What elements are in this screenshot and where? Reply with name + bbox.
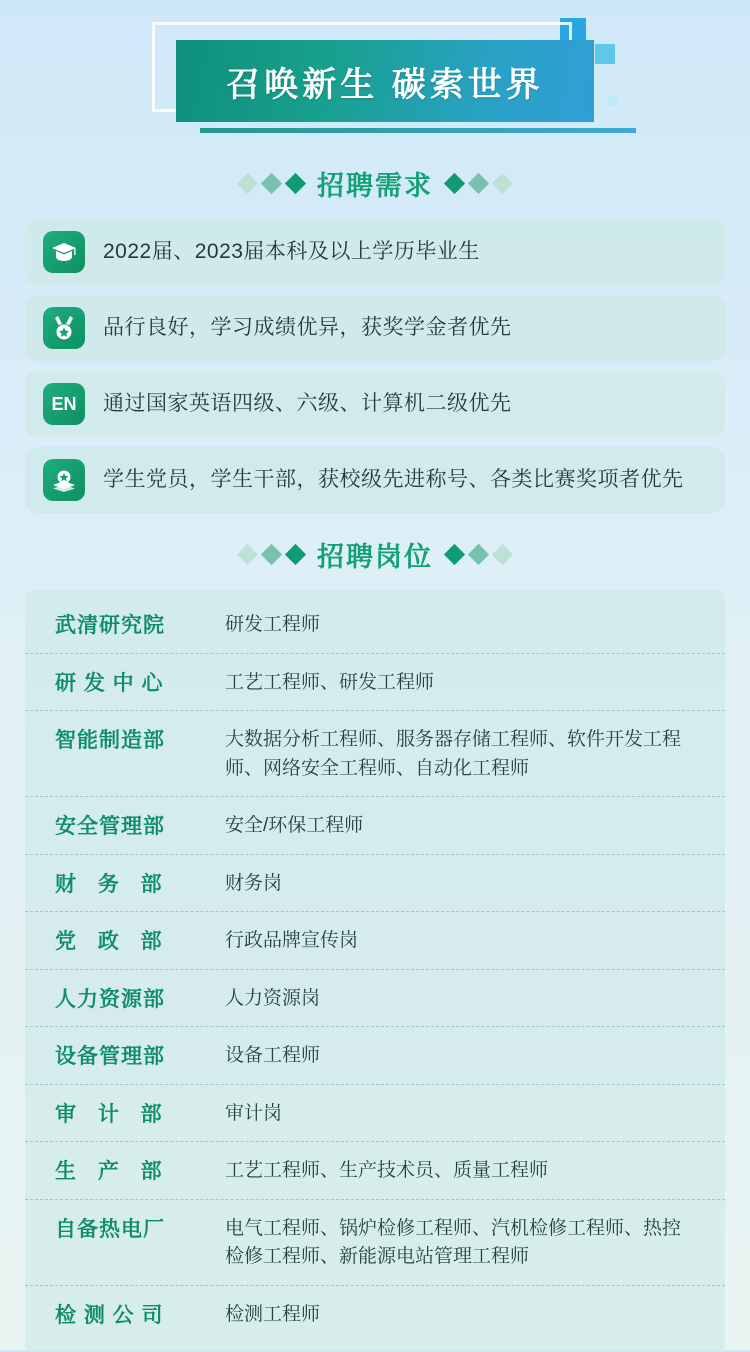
decor-square-icon [608, 96, 618, 106]
department-name: 审 计 部 [55, 1102, 170, 1126]
position-list: 工艺工程师、研发工程师 [225, 671, 435, 693]
department-name: 人力资源部 [55, 987, 165, 1011]
table-row [25, 912, 725, 970]
position-list: 研发工程师 [225, 614, 321, 635]
award-book-icon [43, 459, 85, 501]
requirements-section-header [0, 164, 750, 203]
table-row [25, 855, 725, 913]
english-badge-label: EN [51, 393, 77, 414]
position-list: 大数据分析工程师、服务器存储工程师、软件开发工程师、网络安全工程师、自动化工程师 [225, 729, 682, 779]
table-row [25, 654, 725, 712]
position-list: 行政品牌宣传岗 [225, 930, 359, 951]
department-name: 检 测 公 司 [55, 1303, 164, 1327]
diamond-group-left-icon [240, 547, 303, 562]
positions-table [25, 590, 725, 1352]
graduation-cap-icon [43, 231, 85, 273]
department-name: 党 政 部 [55, 930, 170, 953]
table-row [25, 1286, 725, 1343]
banner-underline [200, 128, 636, 133]
table-row [25, 1200, 725, 1286]
table-row [25, 596, 725, 654]
requirement-item [25, 447, 725, 513]
requirement-item [25, 295, 725, 361]
decor-square-icon [595, 44, 615, 64]
department-name: 智能制造部 [55, 729, 165, 752]
table-row [25, 970, 725, 1028]
position-list: 人力资源岗 [225, 987, 321, 1009]
position-list: 电气工程师、锅炉检修工程师、汽机检修工程师、热控检修工程师、新能源电站管理工程师 [225, 1217, 682, 1267]
department-name: 自备热电厂 [55, 1217, 165, 1241]
requirements-heading: 招聘需求 [317, 171, 433, 201]
department-name: 财 务 部 [55, 872, 170, 896]
table-row [25, 1142, 725, 1200]
banner [0, 0, 750, 150]
requirement-item [25, 371, 725, 437]
diamond-group-right-icon [447, 176, 510, 191]
requirement-text: 学生党员，学生干部，获校级先进称号、各类比赛奖项者优先 [103, 468, 684, 492]
table-row [25, 797, 725, 855]
table-row [25, 1027, 725, 1085]
banner-title: 召唤新生 碳索世界 [226, 65, 544, 104]
requirement-text: 2022届、2023届本科及以上学历毕业生 [103, 240, 480, 264]
table-row [25, 711, 725, 797]
requirement-text: 品行良好，学习成绩优异，获奖学金者优先 [103, 316, 512, 340]
position-list: 安全/环保工程师 [225, 815, 364, 836]
banner-title-box [176, 40, 594, 122]
department-name: 设备管理部 [55, 1045, 165, 1068]
diamond-group-left-icon [240, 176, 303, 191]
english-badge-icon [43, 383, 85, 425]
department-name: 研 发 中 心 [55, 671, 164, 695]
medal-icon [43, 307, 85, 349]
position-list: 检测工程师 [225, 1303, 321, 1325]
department-name: 安全管理部 [55, 815, 165, 838]
positions-section-header [0, 535, 750, 574]
position-list: 审计岗 [225, 1102, 283, 1124]
table-row [25, 1085, 725, 1143]
requirement-text: 通过国家英语四级、六级、计算机二级优先 [103, 392, 512, 416]
department-name: 武清研究院 [55, 614, 165, 637]
position-list: 设备工程师 [225, 1045, 321, 1066]
diamond-group-right-icon [447, 547, 510, 562]
position-list: 工艺工程师、生产技术员、质量工程师 [225, 1160, 549, 1181]
department-name: 生 产 部 [55, 1160, 170, 1183]
positions-heading: 招聘岗位 [317, 542, 433, 572]
requirement-item [25, 219, 725, 285]
position-list: 财务岗 [225, 872, 283, 894]
requirements-list [25, 219, 725, 513]
